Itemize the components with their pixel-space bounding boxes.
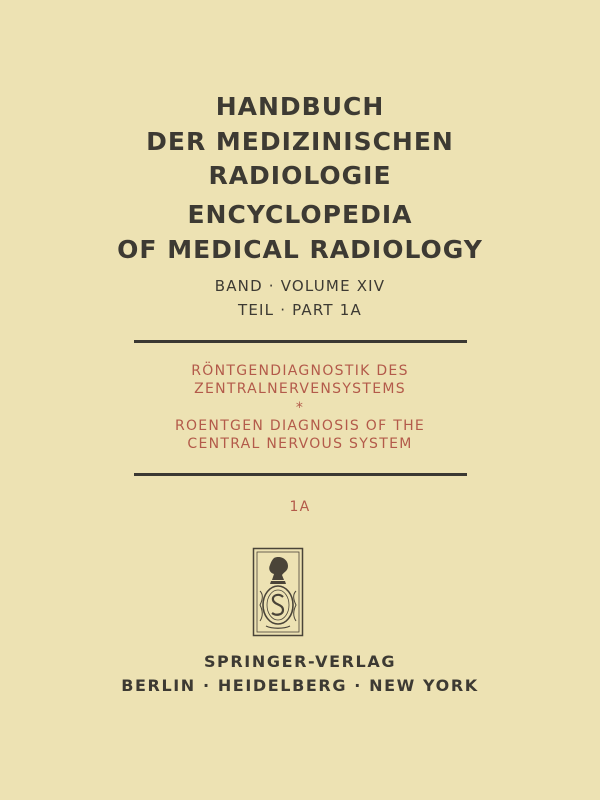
volume-label: BAND · VOLUME XIV	[214, 277, 386, 295]
title-de-line-3: RADIOLOGIE	[208, 161, 392, 190]
subject-en-line-1: ROENTGEN DIAGNOSIS OF THE	[174, 418, 426, 434]
publisher-name: SPRINGER-VERLAG	[203, 652, 397, 671]
title-de-line-2: DER MEDIZINISCHEN	[146, 127, 454, 156]
publisher-cities: BERLIN · HEIDELBERG · NEW YORK	[121, 676, 479, 695]
part-label: TEIL · PART 1A	[238, 301, 362, 319]
subject-de-line-1: RÖNTGENDIAGNOSTIK DES	[191, 363, 409, 379]
subject-en-line-2: CENTRAL NERVOUS SYSTEM	[187, 436, 413, 452]
subject-de-line-2: ZENTRALNERVENSYSTEMS	[194, 381, 406, 397]
top-rule	[134, 340, 467, 343]
subject-separator: *	[295, 400, 305, 416]
springer-knight-emblem-icon	[252, 547, 304, 637]
title-en-line-2: OF MEDICAL RADIOLOGY	[117, 235, 483, 264]
part-code: 1A	[289, 499, 311, 515]
bottom-rule	[134, 473, 467, 476]
title-de-line-1: HANDBUCH	[215, 92, 385, 121]
title-en-line-1: ENCYCLOPEDIA	[187, 200, 413, 229]
